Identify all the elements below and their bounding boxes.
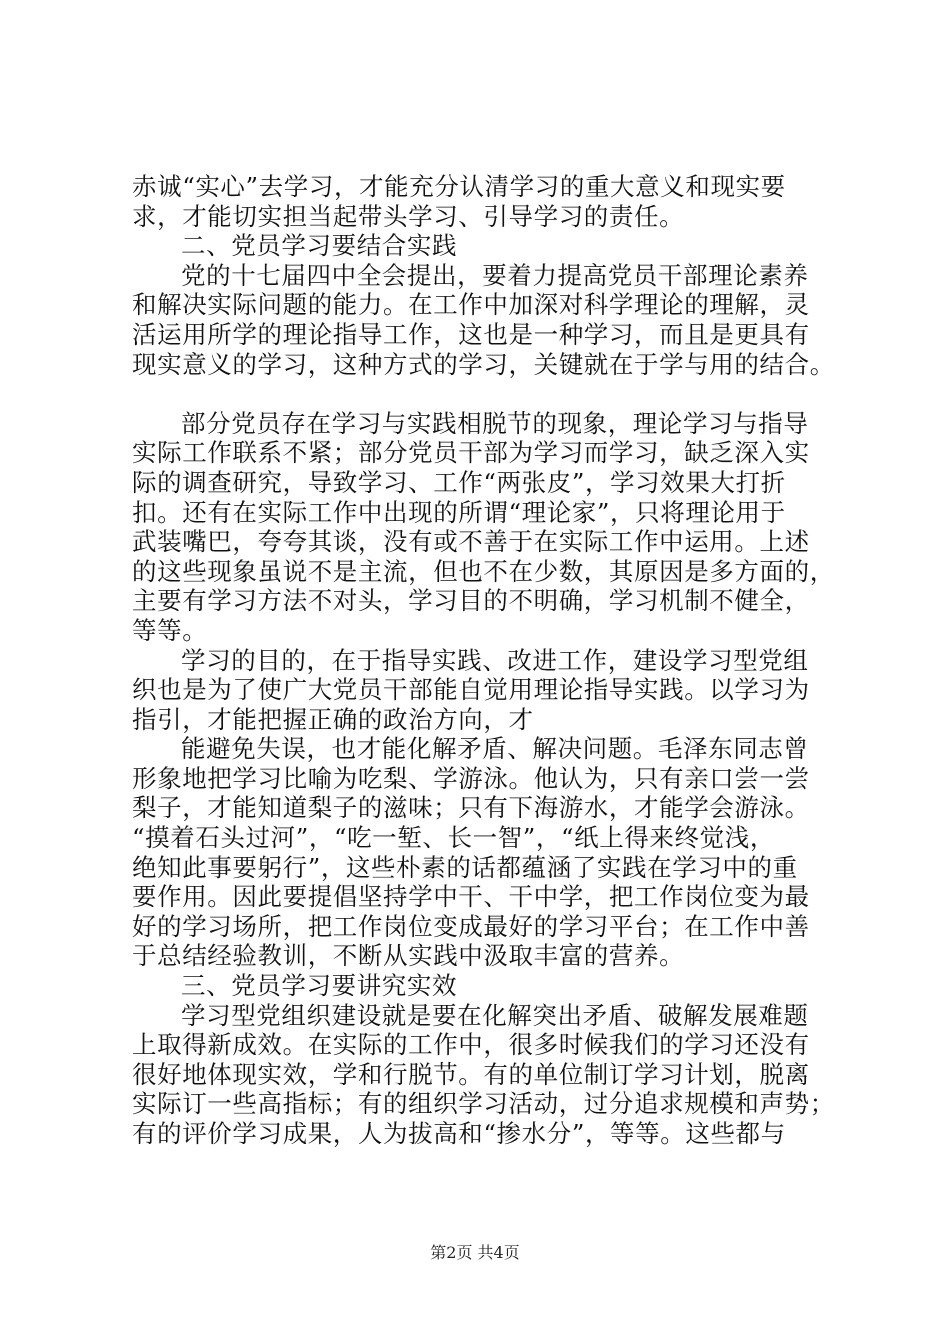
text-line: “摸着石头过河”，“吃一堑、长一智”，“纸上得来终觉浅， (132, 823, 775, 853)
text-line: 好的学习场所，把工作岗位变成最好的学习平台；在工作中善 (132, 911, 810, 941)
text-line: 求，才能切实担当起带头学习、引导学习的责任。 (132, 201, 685, 231)
section-heading: 二、党员学习要结合实践 (181, 231, 458, 261)
text-line: 党的十七届四中全会提出，要着力提高党员干部理论素养 (181, 260, 809, 290)
text-line: 实际工作联系不紧；部分党员干部为学习而学习，缺乏深入实 (132, 438, 810, 468)
text-line: 形象地把学习比喻为吃梨、学游泳。他认为，只有亲口尝一尝 (132, 763, 810, 793)
text-line: 实际订一些高指标；有的组织学习活动，过分追求规模和声势； (132, 1089, 835, 1119)
text-line: 于总结经验教训，不断从实践中汲取丰富的营养。 (132, 941, 685, 971)
text-line: 绝知此事要躬行”，这些朴素的话都蕴涵了实践在学习中的重 (132, 852, 798, 882)
text-line: 上取得新成效。在实际的工作中，很多时候我们的学习还没有 (132, 1030, 810, 1060)
text-line: 主要有学习方法不对头，学习目的不明确，学习机制不健全， (132, 586, 810, 616)
text-line: 活运用所学的理论指导工作，这也是一种学习，而且是更具有 (132, 319, 810, 349)
text-line: 很好地体现实效，学和行脱节。有的单位制订学习计划，脱离 (132, 1059, 810, 1089)
text-line: 和解决实际问题的能力。在工作中加深对科学理论的理解，灵 (132, 290, 810, 320)
text-line: 际的调查研究，导致学习、工作“两张皮”，学习效果大打折 (132, 467, 786, 497)
text-line: 扣。还有在实际工作中出现的所谓“理论家”，只将理论用于 (132, 497, 786, 527)
text-line: 武装嘴巴，夸夸其谈，没有或不善于在实际工作中运用。上述 (132, 527, 810, 557)
text-line: 要作用。因此要提倡坚持学中干、干中学，把工作岗位变为最 (132, 882, 810, 912)
text-line: 有的评价学习成果，人为拔高和“掺水分”，等等。这些都与 (132, 1119, 786, 1148)
text-line: 等等。 (132, 615, 208, 645)
text-line: 学习型党组织建设就是要在化解突出矛盾、破解发展难题 (181, 1000, 809, 1030)
text-line: 赤诚“实心”去学习，才能充分认清学习的重大意义和现实要 (132, 172, 786, 201)
text-line: 能避免失误，也才能化解矛盾、解决问题。毛泽东同志曾 (181, 734, 809, 764)
paragraph-gap (132, 379, 832, 409)
text-line: 现实意义的学习，这种方式的学习，关键就在于学与用的结合。 (132, 349, 835, 379)
page-number-footer: 第2页 共4页 (430, 1243, 520, 1262)
text-line: 的这些现象虽说不是主流，但也不在少数，其原因是多方面的， (132, 556, 835, 586)
document-body (132, 172, 835, 1149)
text-line: 部分党员存在学习与实践相脱节的现象，理论学习与指导 (181, 408, 809, 438)
text-line: 梨子，才能知道梨子的滋味；只有下海游水，才能学会游泳。 (132, 793, 810, 823)
section-heading: 三、党员学习要讲究实效 (181, 971, 458, 1001)
text-line: 学习的目的，在于指导实践、改进工作，建设学习型党组 (181, 645, 809, 675)
text-line: 织也是为了使广大党员干部能自觉用理论指导实践。以学习为 (132, 675, 810, 705)
text-line: 指引，才能把握正确的政治方向，才 (132, 704, 534, 734)
